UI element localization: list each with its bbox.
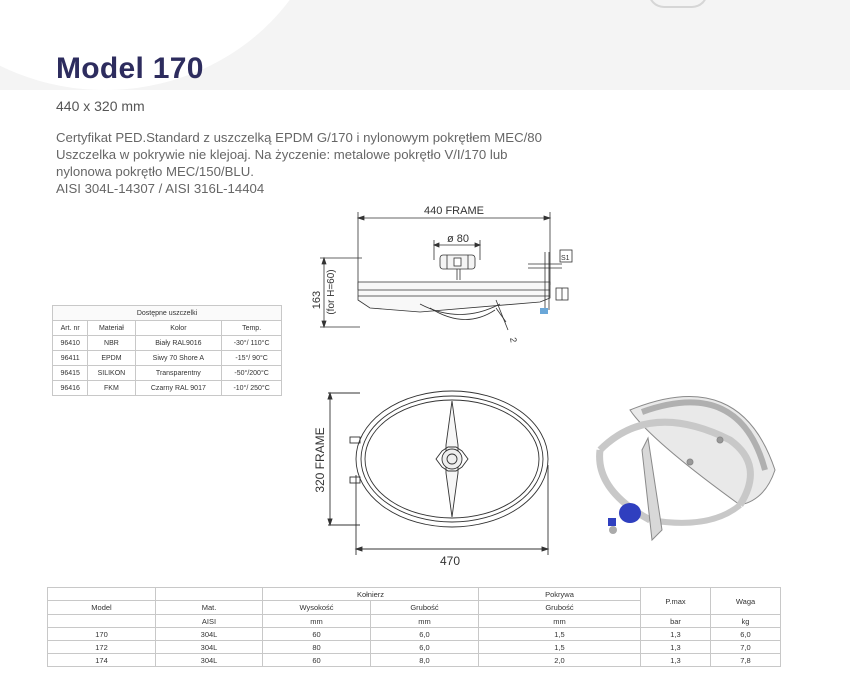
product-3d-image (590, 380, 790, 555)
table-row (48, 628, 781, 641)
unit-cell: bar (641, 615, 711, 628)
table-row (53, 336, 282, 351)
table-cell: 6,0 (371, 628, 479, 641)
table-cell: 80 (263, 641, 371, 654)
table-cell: 96410 (53, 336, 88, 351)
product-description (56, 129, 636, 197)
column-header: Kolor (135, 321, 222, 336)
unit-cell: mm (479, 615, 641, 628)
table-cell: 172 (48, 641, 156, 654)
table-cell: 7,8 (711, 654, 781, 667)
table-cell: 60 (263, 628, 371, 641)
table-row (53, 366, 282, 381)
table-cell: 304L (156, 654, 263, 667)
height-note: (for H=60) (326, 269, 337, 315)
seals-table-caption: Dostępne uszczelki (53, 306, 282, 321)
table-cell: -30°/ 110°C (222, 336, 282, 351)
table-cell: -15°/ 90°C (222, 351, 282, 366)
table-cell: 1,3 (641, 641, 711, 654)
column-header-pmax: P.max (641, 588, 711, 615)
table-cell: 60 (263, 654, 371, 667)
page-title: Model 170 (56, 52, 204, 85)
table-cell: Siwy 70 Shore A (135, 351, 222, 366)
frame-width-label: 440 FRAME (424, 205, 484, 217)
front-width-label: 470 (439, 554, 461, 568)
units-row (48, 615, 781, 628)
description-line: Uszczelka w pokrywie nie klejoaj. Na życzenie: metalowe pokrętło V/I/170 lub (56, 147, 508, 162)
spec-table (47, 587, 781, 667)
table-cell: 1,5 (479, 628, 641, 641)
table-cell: 7,0 (711, 641, 781, 654)
group-header-pokrywa: Pokrywa (479, 588, 641, 601)
table-cell: 6,0 (711, 628, 781, 641)
column-header-model: Model (48, 601, 156, 615)
column-header: Temp. (222, 321, 282, 336)
table-cell: Transparentny (135, 366, 222, 381)
column-header-mat: Mat. (156, 601, 263, 615)
table-cell: 1,3 (641, 654, 711, 667)
table-header-row (53, 321, 282, 336)
table-cell: Czarny RAL 9017 (135, 381, 222, 396)
table-cell: Biały RAL9016 (135, 336, 222, 351)
unit-cell: mm (263, 615, 371, 628)
seals-table (52, 305, 282, 396)
table-cell: -10°/ 250°C (222, 381, 282, 396)
front-frame-label: 320 FRAME (313, 427, 327, 493)
column-header-waga: Waga (711, 588, 781, 615)
description-line: nylonowa pokrętło MEC/150/BLU. (56, 164, 254, 179)
table-row (53, 381, 282, 396)
table-row (53, 351, 282, 366)
table-cell: EPDM (88, 351, 135, 366)
table-cell: FKM (88, 381, 135, 396)
table-cell: 96416 (53, 381, 88, 396)
description-line: AISI 304L-14307 / AISI 316L-14404 (56, 181, 265, 196)
unit-cell: mm (371, 615, 479, 628)
group-header-kolnierz: Kołnierz (263, 588, 479, 601)
table-cell: 6,0 (371, 641, 479, 654)
unit-cell: kg (711, 615, 781, 628)
height-label: 163 (311, 290, 323, 310)
s1-label: S1 (561, 255, 570, 262)
table-cell: 304L (156, 628, 263, 641)
column-header-pokrywa-grubosc: Grubość (479, 601, 641, 615)
table-cell: 1,5 (479, 641, 641, 654)
table-cell: 96411 (53, 351, 88, 366)
table-cell: NBR (88, 336, 135, 351)
table-cell: 2,0 (479, 654, 641, 667)
page-subtitle: 440 x 320 mm (56, 98, 145, 114)
table-cell: 96415 (53, 366, 88, 381)
unit-cell: AISI (156, 615, 263, 628)
column-header: Art. nr (53, 321, 88, 336)
column-header-grubosc: Grubość (371, 601, 479, 615)
description-line: Certyfikat PED.Standard z uszczelką EPDM G/170 i nylonowym pokrętłem MEC/80 (56, 130, 542, 145)
column-header-wysokosc: Wysokość (263, 601, 371, 615)
side-view-drawing (300, 200, 590, 350)
front-view-drawing (300, 385, 570, 575)
table-row (48, 654, 781, 667)
table-cell: 304L (156, 641, 263, 654)
table-cell: -50°/200°C (222, 366, 282, 381)
table-header-row (48, 588, 781, 601)
knob-diameter-label: ø 80 (446, 233, 470, 245)
table-cell: 8,0 (371, 654, 479, 667)
column-header: Materiał (88, 321, 135, 336)
table-cell: 1,3 (641, 628, 711, 641)
gap-label: 2 (508, 336, 519, 344)
blue-knob-icon (619, 503, 641, 523)
table-cell: 170 (48, 628, 156, 641)
table-cell: 174 (48, 654, 156, 667)
table-cell: SILIKON (88, 366, 135, 381)
table-row (48, 641, 781, 654)
